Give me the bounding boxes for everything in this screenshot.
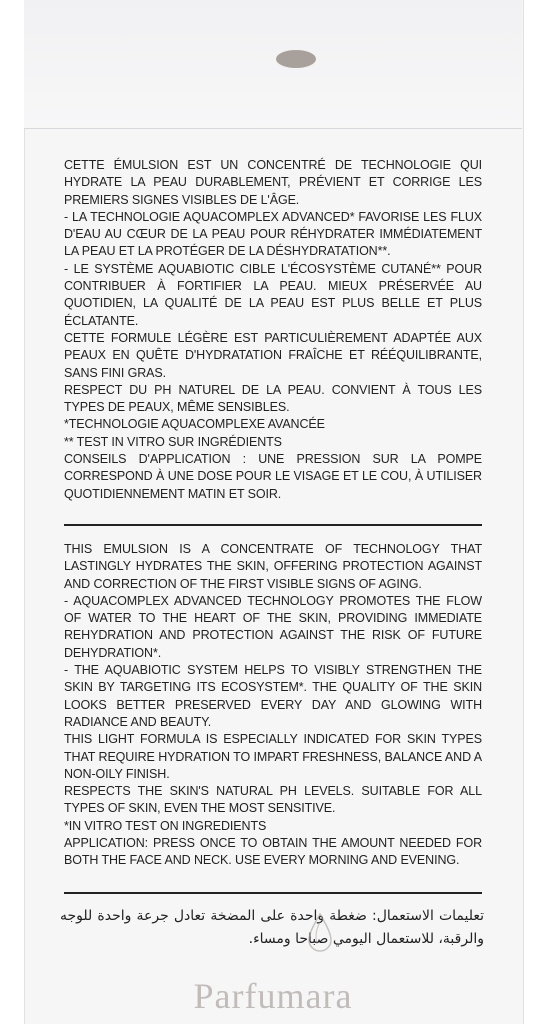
french-paragraph: - LA TECHNOLOGIE AQUACOMPLEX ADVANCED* FAVORISE LES FLUX D'EAU AU CŒUR DE LA PEAU POUR RÉHYDRATER IMMÉDIATEMENT LA PEAU ET LA PROTÉGER DE LA DÉSHYDRATATION**. — [64, 209, 482, 259]
french-paragraph: RESPECT DU PH NATUREL DE LA PEAU. CONVIENT À TOUS LES TYPES DE PEAUX, MÊME SENSIBLES. — [64, 382, 482, 415]
arabic-instructions — [60, 905, 484, 951]
french-paragraph: CETTE FORMULE LÉGÈRE EST PARTICULIÈREMENT ADAPTÉE AUX PEAUX EN QUÊTE D'HYDRATATION FRAÎCHE ET RÉÉQUILIBRANTE, SANS FINI GRAS. — [64, 330, 482, 380]
french-paragraph: ** TEST IN VITRO SUR INGRÉDIENTS — [64, 434, 282, 449]
english-paragraph: THIS LIGHT FORMULA IS ESPECIALLY INDICATED FOR SKIN TYPES THAT REQUIRE HYDRATION TO IMPART FRESHNESS, BALANCE AND A NON-OILY FINISH. — [64, 732, 482, 781]
section-divider — [64, 524, 482, 526]
french-paragraph: - LE SYSTÈME AQUABIOTIC CIBLE L'ÉCOSYSTÈME CUTANÉ** POUR CONTRIBUER À FORTIFIER LA PEAU. MIEUX PRÉSERVÉE AU QUOTIDIEN, LA QUALITÉ DE LA PEAU EST PLUS BELLE ET PLUS ÉCLATANTE. — [64, 261, 482, 328]
english-paragraph: - AQUACOMPLEX ADVANCED TECHNOLOGY PROMOTES THE FLOW OF WATER TO THE HEART OF THE SKIN, PROVIDING IMMEDIATE REHYDRATION AND PROTECTION AGAINST THE RISK OF FUTURE DEHYDRATION*. — [64, 593, 482, 660]
box-top-flap — [24, 0, 522, 129]
french-paragraph: CETTE ÉMULSION EST UN CONCENTRÉ DE TECHNOLOGIE QUI HYDRATE LA PEAU DURABLEMENT, PRÉVIENT ET CORRIGE LES PREMIERS SIGNES VISIBLES DE L'ÂGE. — [64, 158, 482, 207]
product-box-panel — [24, 0, 524, 1024]
english-paragraph: RESPECTS THE SKIN'S NATURAL PH LEVELS. SUITABLE FOR ALL TYPES OF SKIN, EVEN THE MOST SENSITIVE. — [64, 784, 482, 816]
watermark-drop-icon — [307, 912, 333, 952]
section-divider — [64, 892, 482, 894]
english-description — [64, 541, 482, 870]
english-paragraph: THIS EMULSION IS A CONCENTRATE OF TECHNOLOGY THAT LASTINGLY HYDRATES THE SKIN, OFFERING PROTECTION AGAINST AND CORRECTION OF THE FIRST VISIBLE SIGNS OF AGING. — [64, 542, 482, 591]
arabic-paragraph: تعليمات الاستعمال: ضغطة واحدة على المضخة تعادل جرعة واحدة للوجه والرقبة، للاستعمال اليومي صباحا ومساء. — [60, 908, 484, 947]
french-paragraph: *TECHNOLOGIE AQUACOMPLEXE AVANCÉE — [64, 417, 325, 432]
french-description — [64, 157, 482, 503]
watermark-text: Parfumara — [193, 976, 353, 1016]
french-paragraph: CONSEILS D'APPLICATION : UNE PRESSION SUR LA POMPE CORRESPOND À UNE DOSE POUR LE VISAGE ET LE COU, À UTILISER QUOTIDIENNEMENT MATIN ET SOIR. — [64, 452, 482, 501]
english-paragraph: *IN VITRO TEST ON INGREDIENTS — [64, 818, 267, 833]
brand-logo — [276, 50, 316, 68]
english-paragraph: - THE AQUABIOTIC SYSTEM HELPS TO VISIBLY STRENGTHEN THE SKIN BY TARGETING ITS ECOSYSTEM*. THE QUALITY OF THE SKIN LOOKS BETTER PRESERVED EVERY DAY AND GLOWING WITH RADIANCE AND BEAUTY. — [64, 663, 482, 729]
english-paragraph: APPLICATION: PRESS ONCE TO OBTAIN THE AMOUNT NEEDED FOR BOTH THE FACE AND NECK. USE EVERY MORNING AND EVENING. — [64, 836, 482, 868]
